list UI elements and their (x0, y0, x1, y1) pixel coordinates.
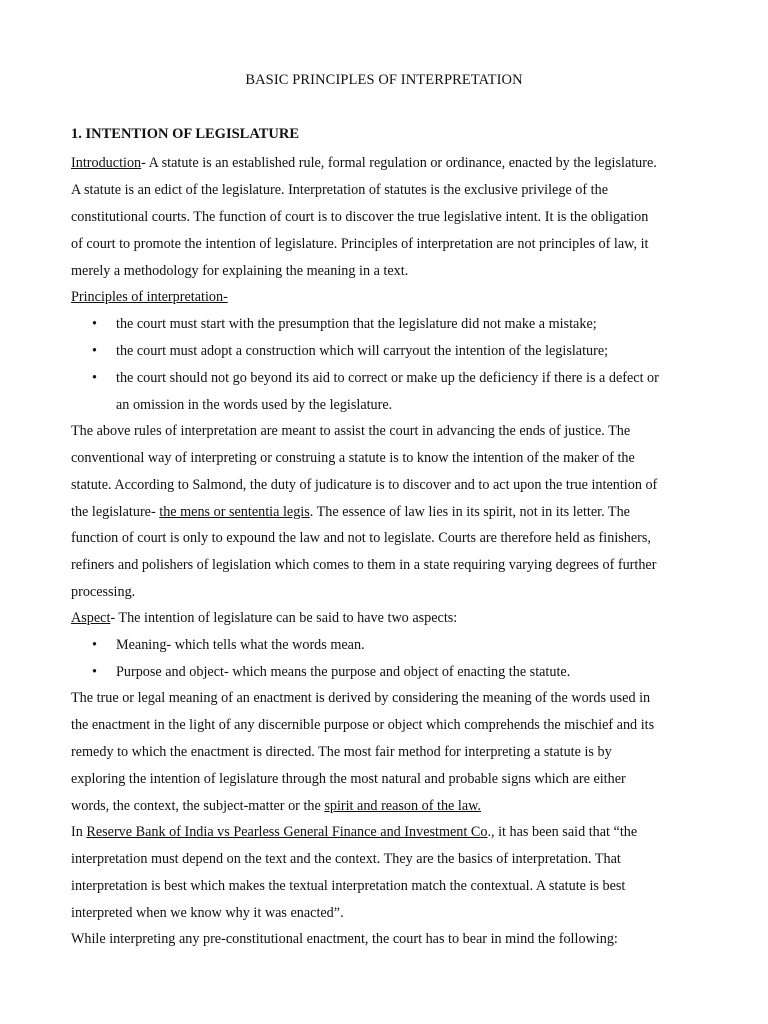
section-heading: 1. INTENTION OF LEGISLATURE (71, 126, 300, 142)
bullet-marker: • (92, 370, 97, 386)
aspect-line (71, 609, 457, 627)
bullet-marker: • (92, 637, 97, 653)
rules-line-4 (71, 503, 630, 521)
rules-l4-pre: the legislature- (71, 504, 160, 520)
case-l1-post: ., it has been said that “the (487, 824, 638, 840)
principles-label: Principles of interpretation- (71, 289, 228, 305)
bullet-marker: • (92, 316, 97, 332)
spirit-reason-link: spirit and reason of the law. (324, 798, 481, 814)
rules-line-7: processing. (71, 584, 136, 600)
aspect-item-1: Meaning- which tells what the words mean. (116, 637, 365, 653)
aspect-label: Aspect (71, 610, 111, 626)
meaning-line-5 (71, 797, 481, 815)
meaning-l5-pre: words, the context, the subject-matter or the (71, 798, 325, 814)
closing-line: While interpreting any pre-constitutional enactment, the court has to bear in mind the following: (71, 931, 618, 947)
rules-line-6: refiners and polishers of legislation which comes to them in a state requiring varying degrees of further (71, 557, 657, 573)
case-line-4: interpreted when we know why it was enacted”. (71, 905, 344, 921)
intro-label: Introduction (71, 155, 142, 171)
principle-item-3-cont: an omission in the words used by the legislature. (116, 397, 393, 413)
meaning-line-1: The true or legal meaning of an enactment is derived by considering the meaning of the words used in (71, 690, 651, 706)
aspect-item-2: Purpose and object- which means the purpose and object of enacting the statute. (116, 664, 571, 680)
principle-item-3: the court should not go beyond its aid to correct or make up the deficiency if there is a defect or (116, 370, 659, 386)
case-line-3: interpretation is best which makes the textual interpretation match the contextual. A statute is best (71, 878, 626, 894)
rules-line-5: function of court is only to expound the law and not to legislate. Courts are therefore held as finishers, (71, 530, 651, 546)
principle-item-1: the court must start with the presumption that the legislature did not make a mistake; (116, 316, 597, 332)
rules-l4-post: . The essence of law lies in its spirit, not in its letter. The (309, 504, 630, 520)
aspect-text: - The intention of legislature can be said to have two aspects: (110, 610, 458, 626)
intro-text-1: - A statute is an established rule, formal regulation or ordinance, enacted by the legislature. (141, 155, 657, 171)
principle-item-2: the court must adopt a construction which will carryout the intention of the legislature; (116, 343, 609, 359)
mens-legis-link: the mens or sententia legis (159, 504, 310, 520)
case-line-2: interpretation must depend on the text and the context. They are the basics of interpretation. That (71, 851, 621, 867)
intro-line-3: constitutional courts. The function of court is to discover the true legislative intent. It is the obligation (71, 209, 649, 225)
bullet-marker: • (92, 664, 97, 680)
rules-line-3: statute. According to Salmond, the duty of judicature is to discover and to act upon the true intention of (71, 477, 658, 493)
rules-line-1: The above rules of interpretation are meant to assist the court in advancing the ends of justice. The (71, 423, 631, 439)
bullet-marker: • (92, 343, 97, 359)
meaning-line-3: remedy to which the enactment is directed. The most fair method for interpreting a statute is by (71, 744, 612, 760)
document-title: BASIC PRINCIPLES OF INTERPRETATION (245, 72, 523, 88)
case-line-1 (71, 823, 637, 841)
case-l1-pre: In (71, 824, 87, 840)
intro-line-4: of court to promote the intention of legislature. Principles of interpretation are not principles of law, it (71, 236, 649, 252)
rules-line-2: conventional way of interpreting or construing a statute is to know the intention of the maker of the (71, 450, 635, 466)
meaning-line-2: the enactment in the light of any discernible purpose or object which comprehends the mischief and its (71, 717, 655, 733)
intro-line-5: merely a methodology for explaining the meaning in a text. (71, 263, 409, 279)
meaning-line-4: exploring the intention of legislature through the most natural and probable signs which are either (71, 771, 626, 787)
intro-line-1 (71, 154, 657, 172)
intro-line-2: A statute is an edict of the legislature. Interpretation of statutes is the exclusive privilege of the (71, 182, 608, 198)
case-name-link: Reserve Bank of India vs Pearless General Finance and Investment Co (86, 824, 488, 840)
